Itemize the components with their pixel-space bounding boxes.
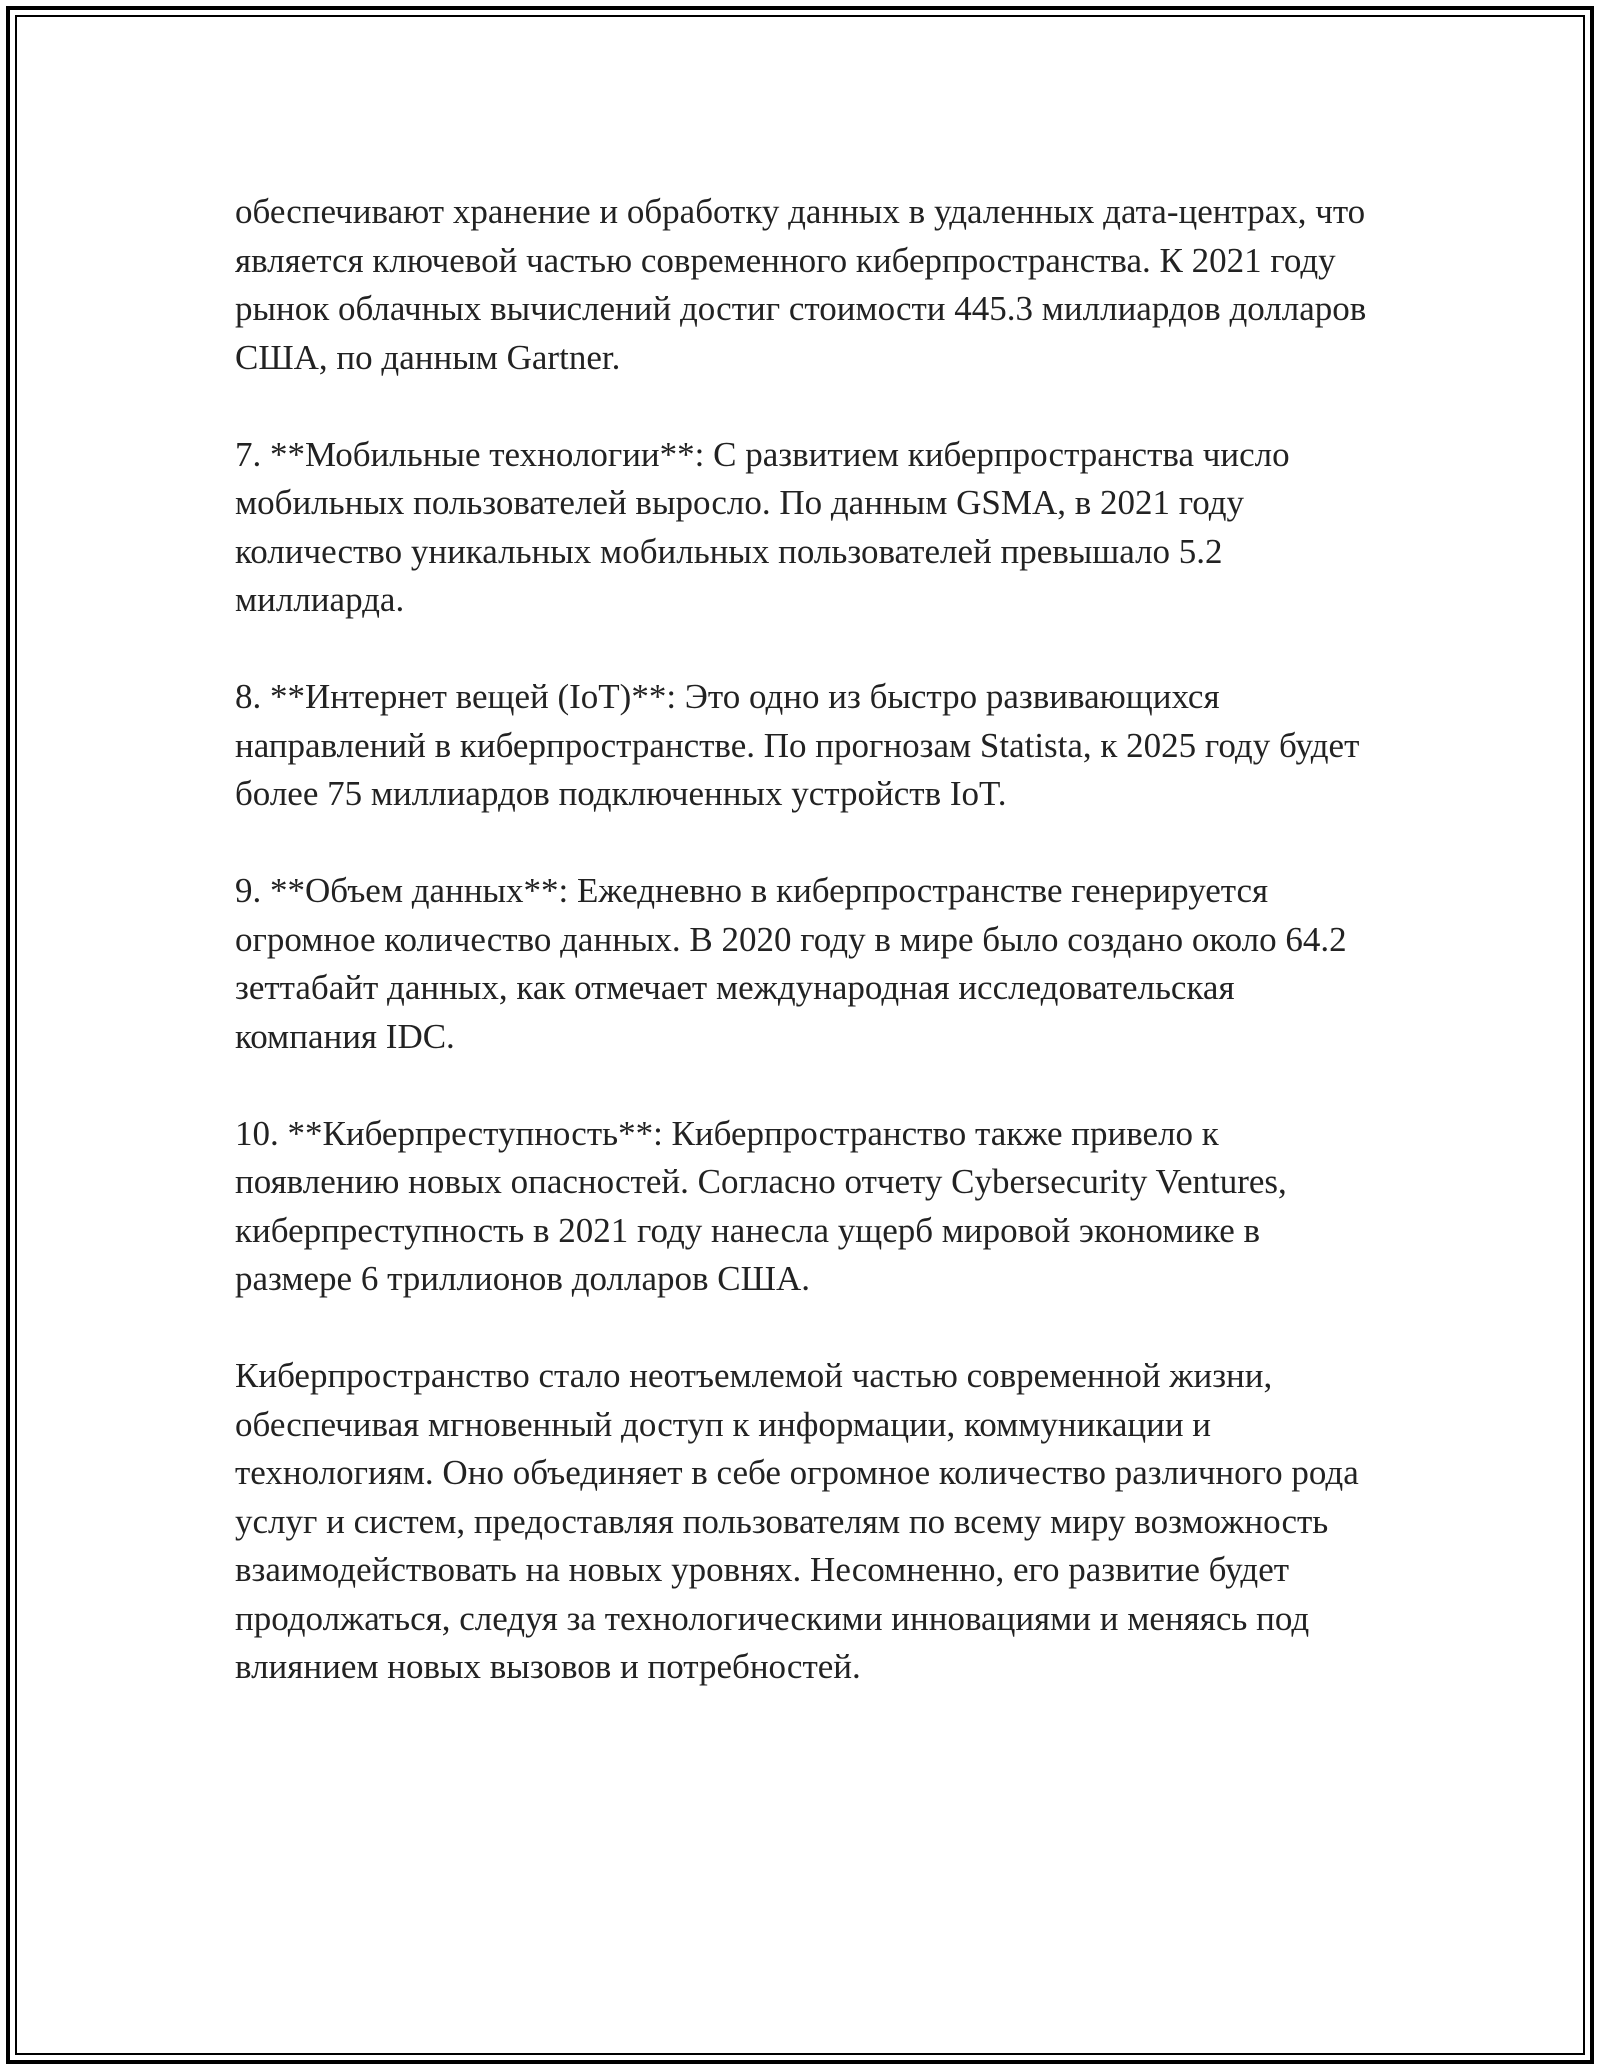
paragraph-mobile-technologies: 7. **Мобильные технологии**: С развитием киберпространства число мобильных пользователей выросло. По данным GSMA, в 2021 году количество уникальных мобильных пользователей превышало 5.2 миллиарда. — [235, 434, 1290, 619]
paragraph-cloud-computing: обеспечивают хранение и обработку данных в удаленных дата-центрах, что является ключевой частью современного киберпространства. К 2021 году рынок облачных вычислений достиг стоимости 445.3 миллиардов долларов США, по данным Gartner. — [235, 192, 1367, 377]
paragraph-conclusion: Киберпространство стало неотъемлемой частью современной жизни, обеспечивая мгновенный доступ к информации, коммуникации и технологиям. Оно объединяет в себе огромное количество различного рода услуг и систем, предоставляя пользователям по всему миру возможность взаимодействовать на новых уровнях. Несомненно, его развитие будет продолжаться, следуя за технологическими инновациями и меняясь под влиянием новых вызовов и потребностей. — [235, 1356, 1359, 1686]
paragraph-cybercrime: 10. **Киберпреступность**: Киберпространство также привело к появлению новых опасностей. Согласно отчету Cybersecurity Ventures, киберпреступность в 2021 году нанесла ущерб мировой экономике в размере 6 триллионов долларов США. — [235, 1113, 1287, 1298]
document-body — [235, 188, 1385, 1740]
paragraph-data-volume: 9. **Объем данных**: Ежедневно в киберпространстве генерируется огромное количество данных. В 2020 году в мире было создано около 64.2 зеттабайт данных, как отмечает международная исследовательская компания IDC. — [235, 871, 1347, 1056]
paragraph-internet-of-things: 8. **Интернет вещей (IoT)**: Это одно из быстро развивающихся направлений в киберпространстве. По прогнозам Statista, к 2025 году будет более 75 миллиардов подключенных устройств IoT. — [235, 677, 1360, 813]
